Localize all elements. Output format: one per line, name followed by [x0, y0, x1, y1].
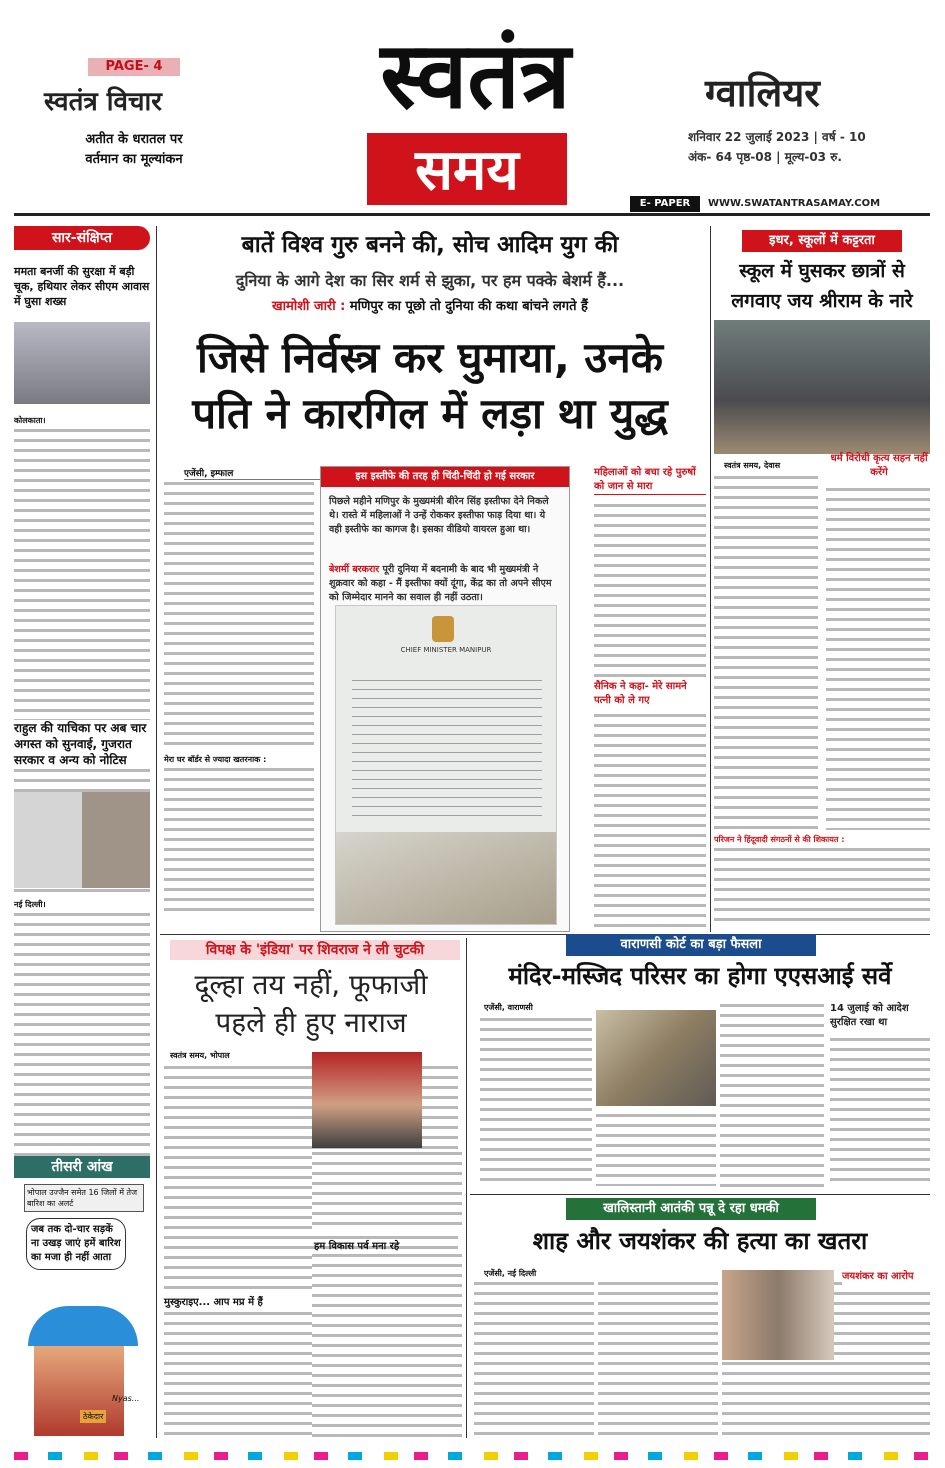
cartoon-box: [14, 1156, 150, 1441]
masthead-rule: [14, 213, 930, 216]
cartoon-figure: [34, 1346, 124, 1436]
khalistan-body-4: [842, 1290, 930, 1438]
women-subhead: सैनिक ने कहा- मेरे सामने पत्नी को ले गए: [594, 681, 687, 706]
khalistan-story: [470, 1196, 930, 1441]
lead-deck: दुनिया के आगे देश का सिर शर्म से झुका, पर हम पक्के बेशर्म हैं...: [235, 271, 625, 290]
schools-headline-line-2: लगवाए जय श्रीराम के नारे: [731, 290, 913, 312]
schools-byline: स्वतंत्र समय, देवास: [724, 461, 781, 470]
lead-headline: [164, 330, 696, 442]
lead-silence-text: मणिपुर का पूछो तो दुनिया की कथा बांचने लगते हैं: [349, 299, 588, 314]
tagline-line-2: वर्तमान का मूल्यांकन: [85, 152, 183, 167]
lead-silence: [170, 298, 690, 316]
resignation-bar: इस इस्तीफे की तरह ही चिंदी-चिंदी हो गई सरकार: [321, 467, 569, 487]
cartoon-umbrella: [28, 1306, 138, 1346]
lower-rule: [470, 1194, 930, 1195]
shah-jaishankar-photo: [722, 1270, 834, 1360]
gyanvapi-photo: [596, 1010, 716, 1106]
epaper-label: E- PAPER: [630, 196, 700, 212]
lead-subhead: मेरा घर बॉर्डर से ज्यादा खतरनाक :: [164, 755, 267, 764]
brief-2-headline: राहुल की याचिका पर अब चार अगस्त को सुनवाई, गुजरात सरकार व अन्य को नोटिस: [14, 720, 150, 768]
court-rahul-photo: [14, 792, 150, 888]
brief-1-headline: ममता बनर्जी की सुरक्षा में बड़ी चूक, हथियार लेकर सीएम आवास में घुसा शख्स: [14, 265, 150, 308]
india-body-4: [312, 1252, 462, 1438]
resignation-para-1: पिछले महीने मणिपुर के मुख्यमंत्री बीरेन सिंह इस्तीफा देने निकले थे। रास्ते में महिलाओं ने उन्हें रोककर इस्तीफा फाड़ दिया था। ये वही इस्तीफे का कागज है। इसका वीडियो वायरल हुआ था।: [329, 496, 549, 535]
khalistan-body-1: [474, 1280, 594, 1438]
varanasi-story: [470, 932, 930, 1194]
india-headline-line-2: पहले ही हुए नाराज: [215, 1006, 407, 1039]
india-kicker: विपक्ष के 'इंडिया' पर शिवराज ने ली चुटकी: [170, 940, 460, 960]
schools-body-1: [714, 474, 818, 830]
edition-city: ग्वालियर: [705, 71, 820, 115]
women-headline: महिलाओं को बचा रहे पुरुषों को जान से मारा: [594, 466, 706, 495]
india-body-2: [164, 1310, 314, 1440]
mamata-photo: [14, 322, 150, 404]
varanasi-byline: एजेंसी, वाराणसी: [484, 1003, 533, 1012]
varanasi-headline: मंदिर-मस्जिद परिसर का होगा एएसआई सर्वे: [508, 962, 892, 990]
cartoon-signature: Nyas...: [112, 1394, 140, 1403]
briefs-header: सार-संक्षिप्त: [14, 226, 150, 250]
shivraj-photo: [312, 1052, 422, 1148]
schools-body-3: [714, 846, 930, 926]
khalistan-sidehead: जयशंकर का आरोप: [842, 1271, 914, 1282]
india-subhead-2: मुस्कुराइए... आप मप्र में हैं: [164, 1297, 263, 1308]
women-body-1: [594, 502, 706, 678]
khalistan-headline: शाह और जयशंकर की हत्या का खतरा: [532, 1227, 868, 1255]
brief-2-text: [14, 911, 150, 1163]
website-url[interactable]: WWW.SWATANTRASAMAY.COM: [708, 198, 881, 209]
cartoon-label: ठेकेदार: [80, 1410, 106, 1423]
lead-body-2: [164, 766, 314, 916]
torn-letter-photo: [335, 605, 557, 925]
india-headline-line-1: दूल्हा तय नहीं, फूफाजी: [194, 968, 428, 1001]
logo-top: स्वतंत्र: [380, 21, 571, 129]
resignation-box: [320, 466, 570, 932]
khalistan-byline: एजेंसी, नई दिल्ली: [484, 1269, 537, 1278]
section-title: स्वतंत्र विचार: [44, 87, 162, 117]
brief-2-body: [14, 892, 150, 1158]
schools-note: परिजन ने हिंदूवादी संगठनों से की शिकायत :: [714, 835, 845, 844]
india-subhead-1: हम विकास पर्व मना रहे: [314, 1241, 400, 1252]
issue-number: अंक- 64 पृष्ठ-08: [688, 150, 772, 164]
lead-silence-label: खामोशी जारी :: [272, 299, 346, 314]
page-number-badge: PAGE- 4: [88, 58, 180, 76]
logo-box: [364, 130, 570, 208]
varanasi-body-4: [830, 1036, 930, 1188]
women-column: [594, 466, 708, 936]
lead-kicker: बातें विश्व गुरु बनने की, सोच आदिम युग की: [241, 232, 619, 258]
india-rule: [466, 938, 467, 1438]
brief-2-dateline: नई दिल्ली।: [14, 900, 46, 909]
cartoon-speech: जब तक दो-चार सड़कें ना उखड़ जाएं हमें बारिश का मजा ही नहीं आता: [26, 1218, 126, 1270]
resignation-text: पूरी दुनिया में बदनामी के बाद भी मुख्यमंत्री ने शुक्रवार को कहा - मैं इस्तीफा क्यों दूंगा, केंद्र का तो अपने सीएम को जिम्मेदार मानने का सवाल ही नहीं उठता।: [329, 564, 552, 603]
letter-emblem-icon: [432, 616, 454, 642]
lead-headline-line-1: जिसे निर्वस्त्र कर घुमाया, उनके: [196, 333, 663, 382]
torn-bottom: [336, 832, 556, 924]
varanasi-body-2: [596, 1112, 716, 1186]
section-tagline: [64, 130, 204, 170]
varanasi-body-1: [480, 1016, 592, 1186]
lead-byline: एजेंसी, इम्फाल: [184, 466, 324, 480]
lead-body-1: [164, 480, 314, 750]
schools-headline-line-1: स्कूल में घुसकर छात्रों से: [739, 260, 905, 282]
resignation-para-2: [329, 563, 561, 605]
schools-subhead: धर्म विरोधी कृत्य सहन नहीं करेंगे: [830, 453, 928, 478]
cartoon-header: तीसरी आंख: [14, 1156, 150, 1178]
tagline-line-1: अतीत के धरातल पर: [85, 132, 183, 147]
logo-bottom: समय: [415, 137, 519, 203]
resignation-label: बेशर्मी बरकरार: [329, 564, 380, 575]
brief-1-dateline: कोलकाता।: [14, 416, 46, 425]
issue-price: मूल्य-03 रु.: [784, 150, 842, 164]
khalistan-kicker: खालिस्तानी आतंकी पन्नू दे रहा धमकी: [566, 1198, 816, 1220]
women-body-2: [594, 712, 706, 932]
issue-date: शनिवार 22 जुलाई 2023: [688, 130, 810, 144]
varanasi-kicker: वाराणसी कोर्ट का बड़ा फैसला: [566, 934, 816, 956]
edition-info: शनिवार 22 जुलाई 2023 | वर्ष - 10 अंक- 64 पृष्ठ-08 | मूल्य-03 रु.: [688, 130, 866, 164]
india-body-3: [312, 1150, 462, 1230]
india-headline: [166, 966, 456, 1042]
india-byline: स्वतंत्र समय, भोपाल: [170, 1051, 230, 1060]
left-column: [14, 226, 152, 1441]
left-column-rule: [156, 226, 157, 1438]
letter-heading: CHIEF MINISTER MANIPUR: [400, 646, 492, 654]
lead-headline-line-2: पति ने कारगिल में लड़ा था युद्ध: [192, 389, 668, 438]
letter-text: [352, 672, 542, 822]
khalistan-body-2: [598, 1280, 718, 1438]
issue-year: वर्ष - 10: [822, 130, 866, 144]
masthead: [0, 0, 945, 214]
schools-story: [714, 226, 930, 932]
schools-body-2: [826, 486, 930, 830]
registration-marks: [14, 1452, 930, 1460]
varanasi-body-3: [720, 1002, 824, 1188]
cartoon-ticker: भोपाल उज्जैन समेत 16 जिलों में तेज बारिश का अलर्ट: [24, 1184, 144, 1212]
epaper-strip: [630, 196, 930, 212]
students-protest-photo: [714, 320, 930, 454]
schools-headline: [714, 256, 930, 316]
varanasi-sidehead: 14 जुलाई को आदेश सुरक्षित रखा था: [830, 1003, 909, 1028]
schools-kicker: इधर, स्कूलों में कट्टरता: [742, 230, 902, 252]
right-column-rule: [710, 226, 711, 932]
